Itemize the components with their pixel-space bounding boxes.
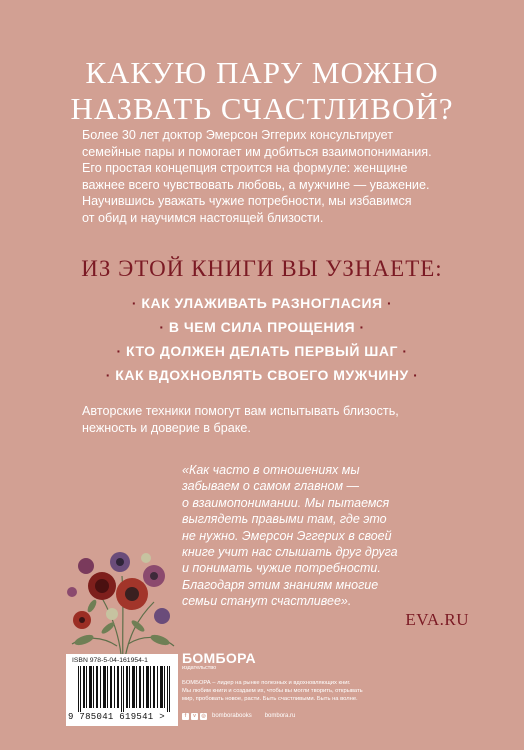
bullet-dot: · bbox=[105, 367, 111, 383]
publisher-website[interactable]: bombora.ru bbox=[264, 713, 296, 719]
techniques-paragraph bbox=[82, 403, 462, 436]
publisher-logo: БОМБОРА bbox=[182, 650, 256, 666]
publisher-line: БОМБОРА – лидер на рынке полезных и вдохновляющих книг. bbox=[182, 680, 351, 686]
headline bbox=[0, 55, 524, 127]
intro-line: от обид и научимся настоящей близости. bbox=[82, 210, 324, 225]
social-handle[interactable]: bomborabooks bbox=[212, 713, 252, 719]
quote-line: не нужно. Эмерсон Эггерих в своей bbox=[182, 528, 392, 543]
vk-icon[interactable]: v bbox=[191, 713, 198, 720]
bullet-dot: · bbox=[402, 343, 408, 359]
topic-item bbox=[0, 339, 524, 363]
quote-source: EVA.RU bbox=[405, 610, 469, 629]
bullet-dot: · bbox=[386, 295, 393, 311]
intro-line: Более 30 лет доктор Эмерсон Эггерих консультирует bbox=[82, 128, 393, 142]
topic-item bbox=[0, 291, 524, 315]
facebook-icon[interactable]: f bbox=[182, 713, 189, 720]
quote-line: и понимать чужие потребности. bbox=[182, 561, 381, 576]
topic-item bbox=[0, 363, 524, 387]
flower-bouquet-illustration bbox=[62, 536, 180, 666]
book-topics-heading: ИЗ ЭТОЙ КНИГИ ВЫ УЗНАЕТЕ: bbox=[81, 256, 443, 281]
publisher-line: Мы любим книги и создаем их, чтобы вы могли творить, открывать bbox=[182, 688, 363, 694]
quote-line: «Как часто в отношениях мы bbox=[182, 463, 360, 477]
intro-paragraph bbox=[82, 127, 462, 227]
topic-item bbox=[0, 315, 524, 339]
bullet-dot: · bbox=[116, 343, 122, 359]
headline-line-2: НАЗВАТЬ СЧАСТЛИВОЙ? bbox=[70, 91, 454, 126]
bullet-dot: · bbox=[159, 319, 165, 335]
instagram-icon[interactable]: ◎ bbox=[201, 712, 206, 719]
topic-label: КАК УЛАЖИВАТЬ РАЗНОГЛАСИЯ bbox=[141, 295, 383, 311]
intro-line: Научившись уважать чужие потребности, мы избавимся bbox=[82, 194, 412, 209]
topic-label: КТО ДОЛЖЕН ДЕЛАТЬ ПЕРВЫЙ ШАГ bbox=[126, 343, 398, 359]
topic-list bbox=[0, 291, 524, 387]
isbn-label: ISBN 978-5-04-161954-1 bbox=[72, 657, 148, 664]
quote-line: Благодаря этим знаниям многие bbox=[182, 577, 379, 592]
publisher-logo-subtitle: издательство bbox=[182, 665, 217, 671]
intro-line: семейные пары и помогает им добиться взаимопонимания. bbox=[82, 144, 432, 159]
intro-line: важнее всего чувствовать любовь, а мужчине — уважение. bbox=[82, 177, 430, 192]
techniques-line: Авторские техники помогут вам испытывать близость, bbox=[82, 404, 399, 418]
barcode-icon bbox=[78, 666, 172, 712]
topic-label: КАК ВДОХНОВЛЯТЬ СВОЕГО МУЖЧИНУ bbox=[115, 367, 409, 383]
bullet-dot: · bbox=[413, 367, 419, 383]
barcode-digits: 9 785041 619541 > bbox=[68, 712, 165, 722]
publisher-social bbox=[182, 711, 303, 721]
intro-line: Его простая концепция строится на формуле: женщине bbox=[82, 161, 408, 176]
techniques-line: нежность и доверие в браке. bbox=[82, 420, 251, 435]
bullet-dot: · bbox=[359, 319, 365, 335]
topic-label: В ЧЕМ СИЛА ПРОЩЕНИЯ bbox=[168, 319, 356, 335]
bullet-dot: · bbox=[131, 295, 138, 311]
headline-line-1: КАКУЮ ПАРУ МОЖНО bbox=[85, 55, 439, 90]
quote-line: выглядеть правыми там, где это bbox=[182, 512, 387, 527]
quote-line: забываем о самом главном — bbox=[182, 479, 360, 494]
publisher-description bbox=[182, 679, 392, 703]
quote-line: семьи станут счастливее». bbox=[182, 594, 352, 609]
quote-line: книге учит нас слышать друг друга bbox=[182, 545, 398, 560]
review-quote bbox=[182, 462, 472, 610]
publisher-line: мир, пробовать новое, расти. Быть счастливыми. Быть на волне. bbox=[182, 696, 358, 702]
quote-line: о взаимопонимании. Мы пытаемся bbox=[182, 495, 390, 510]
